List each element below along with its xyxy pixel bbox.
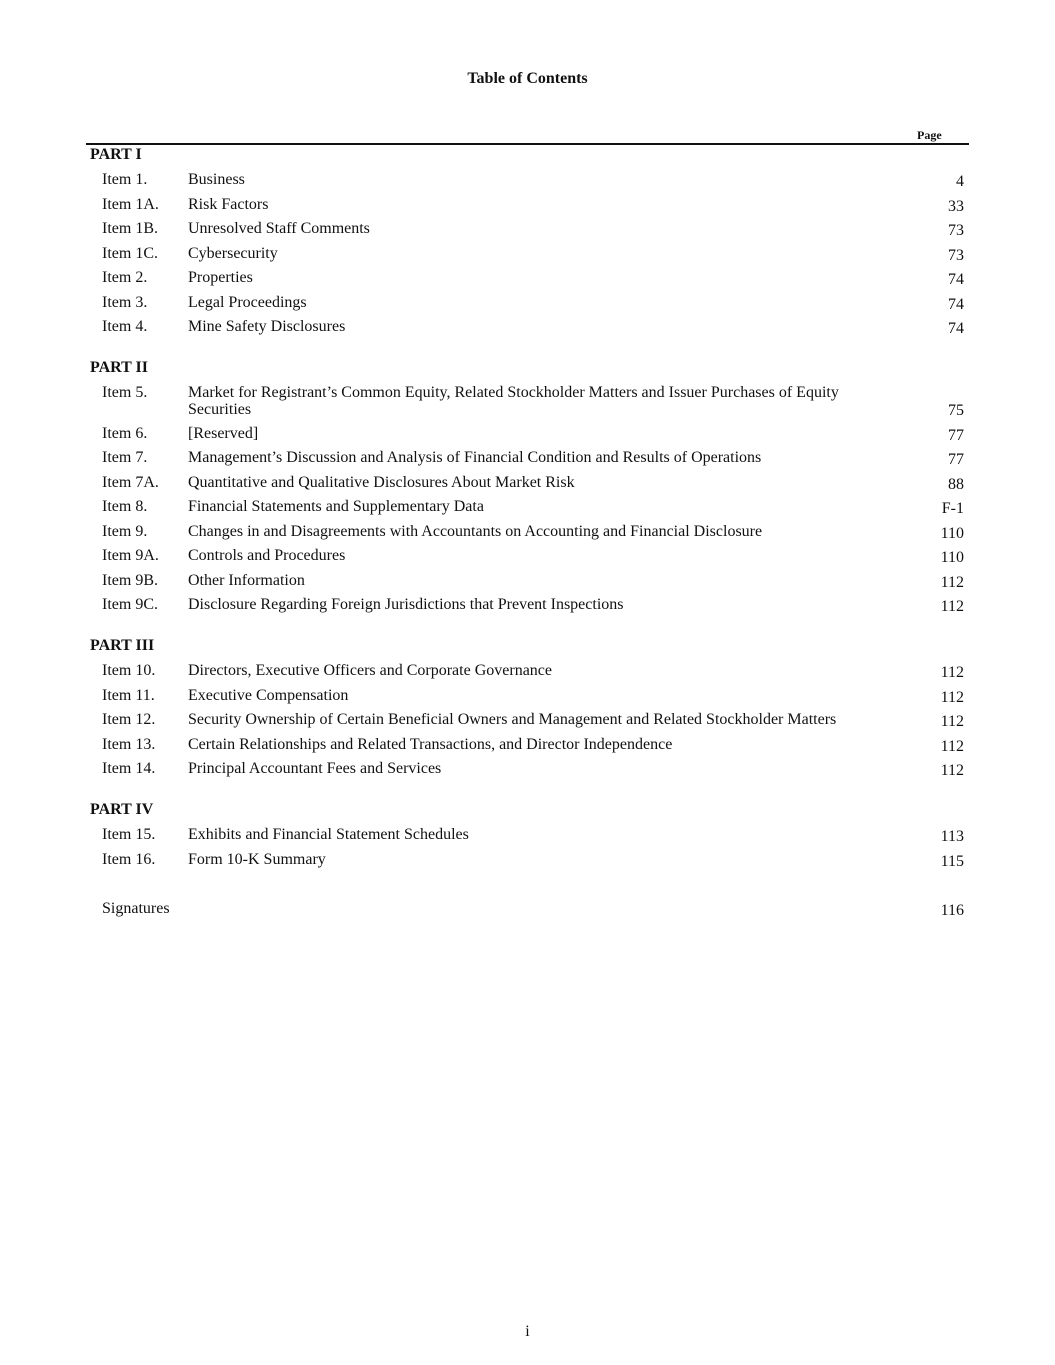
item-page: F-1 xyxy=(941,500,964,517)
item-title[interactable]: Cybersecurity xyxy=(188,245,278,262)
page-column-header: Page xyxy=(917,128,942,142)
item-title[interactable]: Management’s Discussion and Analysis of Financial Condition and Results of Operations xyxy=(188,449,762,466)
part-heading: PART I xyxy=(90,146,142,163)
item-number: Item 8. xyxy=(102,498,148,515)
item-number: Item 1A. xyxy=(102,196,159,213)
item-number: Item 3. xyxy=(102,294,148,311)
document-title: Table of Contents xyxy=(467,70,588,87)
item-number: Item 9C. xyxy=(102,596,158,613)
item-title[interactable]: Controls and Procedures xyxy=(188,547,346,564)
item-number: Item 9B. xyxy=(102,572,158,589)
item-page: 74 xyxy=(948,296,964,313)
item-title[interactable]: Form 10-K Summary xyxy=(188,851,326,868)
item-number: Item 4. xyxy=(102,318,148,335)
item-title[interactable]: Properties xyxy=(188,269,253,286)
item-page: 112 xyxy=(940,664,964,681)
item-number: Item 7A. xyxy=(102,474,159,491)
item-title[interactable]: Legal Proceedings xyxy=(188,294,307,311)
item-page: 73 xyxy=(948,247,964,264)
item-page: 113 xyxy=(940,828,964,845)
part-heading: PART IV xyxy=(90,801,154,818)
item-number: Item 6. xyxy=(102,425,148,442)
item-title[interactable]: Security Ownership of Certain Beneficial Owners and Management and Related Stockholder Matters xyxy=(188,711,837,728)
part-heading: PART II xyxy=(90,359,148,376)
item-title[interactable]: Certain Relationships and Related Transactions, and Director Independence xyxy=(188,736,673,753)
item-page: 110 xyxy=(940,525,964,542)
item-page: 112 xyxy=(940,689,964,706)
item-title[interactable]: Directors, Executive Officers and Corporate Governance xyxy=(188,662,552,679)
item-number: Item 13. xyxy=(102,736,156,753)
item-title[interactable]: Business xyxy=(188,171,245,188)
item-page: 33 xyxy=(948,198,964,215)
item-page: 73 xyxy=(948,222,964,239)
item-title[interactable]: Executive Compensation xyxy=(188,687,349,704)
item-page: 116 xyxy=(940,902,964,919)
item-page: 115 xyxy=(940,853,964,870)
item-page: 110 xyxy=(940,549,964,566)
item-page: 112 xyxy=(940,598,964,615)
item-title[interactable]: Other Information xyxy=(188,572,305,589)
item-number: Item 7. xyxy=(102,449,148,466)
item-number: Item 9A. xyxy=(102,547,159,564)
item-page: 77 xyxy=(948,427,964,444)
item-title[interactable]: Mine Safety Disclosures xyxy=(188,318,346,335)
item-page: 112 xyxy=(940,713,964,730)
item-title[interactable]: Risk Factors xyxy=(188,196,269,213)
signatures-label[interactable]: Signatures xyxy=(102,900,170,917)
item-title[interactable]: Market for Registrant’s Common Equity, Related Stockholder Matters and Issuer Purchases of Equity Securities xyxy=(188,384,839,418)
item-page: 4 xyxy=(956,173,964,190)
item-title[interactable]: Unresolved Staff Comments xyxy=(188,220,370,237)
item-number: Item 16. xyxy=(102,851,156,868)
item-number: Item 2. xyxy=(102,269,148,286)
item-page: 112 xyxy=(940,738,964,755)
item-page: 74 xyxy=(948,320,964,337)
item-number: Item 10. xyxy=(102,662,156,679)
item-title[interactable]: [Reserved] xyxy=(188,425,259,442)
item-number: Item 9. xyxy=(102,523,148,540)
item-number: Item 1. xyxy=(102,171,148,188)
part-heading: PART III xyxy=(90,637,155,654)
item-title[interactable]: Exhibits and Financial Statement Schedules xyxy=(188,826,469,843)
item-number: Item 1B. xyxy=(102,220,158,237)
item-number: Item 11. xyxy=(102,687,155,704)
item-page: 75 xyxy=(948,402,964,419)
item-title[interactable]: Financial Statements and Supplementary Data xyxy=(188,498,484,515)
item-number: Item 1C. xyxy=(102,245,158,262)
item-page: 77 xyxy=(948,451,964,468)
item-page: 88 xyxy=(948,476,964,493)
item-number: Item 15. xyxy=(102,826,156,843)
item-title[interactable]: Disclosure Regarding Foreign Jurisdictions that Prevent Inspections xyxy=(188,596,624,613)
item-number: Item 5. xyxy=(102,384,148,401)
item-title[interactable]: Principal Accountant Fees and Services xyxy=(188,760,442,777)
item-page: 112 xyxy=(940,762,964,779)
item-page: 112 xyxy=(940,574,964,591)
item-number: Item 14. xyxy=(102,760,156,777)
item-title[interactable]: Quantitative and Qualitative Disclosures About Market Risk xyxy=(188,474,575,491)
item-title[interactable]: Changes in and Disagreements with Accountants on Accounting and Financial Disclosure xyxy=(188,523,763,540)
item-number: Item 12. xyxy=(102,711,156,728)
item-page: 74 xyxy=(948,271,964,288)
page-number: i xyxy=(525,1323,530,1340)
